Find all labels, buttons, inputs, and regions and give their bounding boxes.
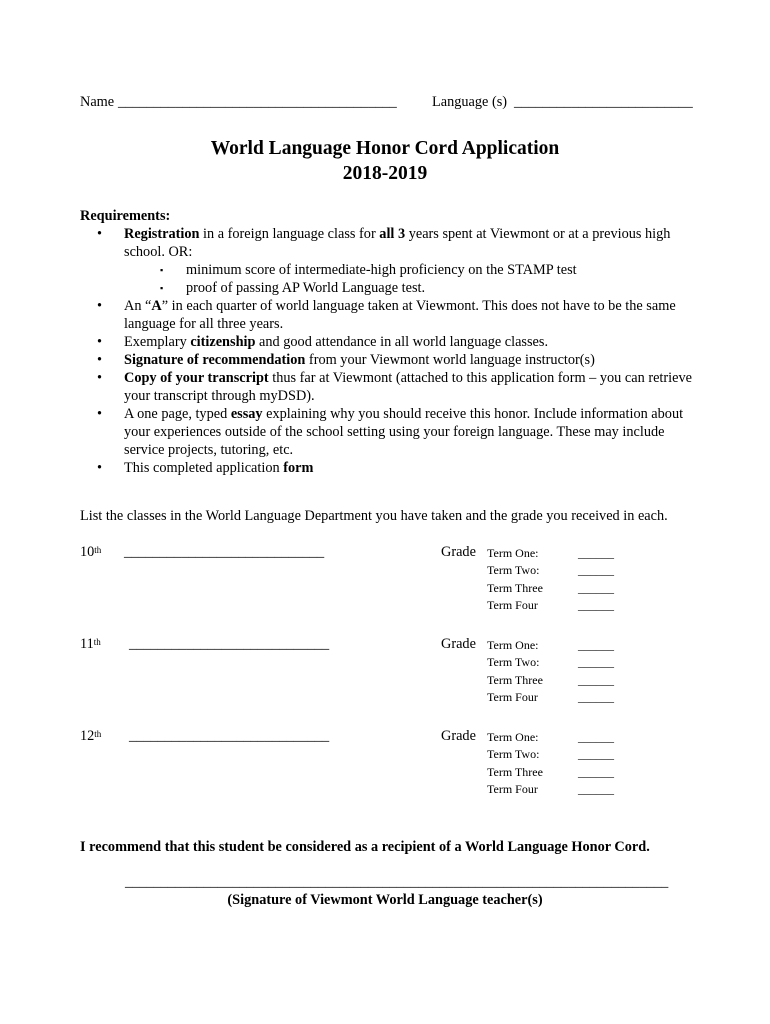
document-title: World Language Honor Cord Application	[210, 138, 560, 159]
signature-label: (Signature of Viewmont World Language teacher(s)	[227, 892, 543, 908]
term-labels	[487, 637, 543, 706]
class-field[interactable]: ____________________________	[129, 636, 330, 652]
term-label: Term One:	[487, 730, 539, 744]
signature-field[interactable]: ____________________________________________________________________________	[125, 874, 669, 890]
recommendation-statement: I recommend that this student be considered as a recipient of a World Language Honor Cord.	[80, 839, 650, 855]
grade-label: Grade	[441, 636, 476, 652]
requirement-item: • Exemplary citizenship and good attendance in all world language classes.	[97, 334, 549, 350]
document-year: 2018-2019	[342, 163, 428, 184]
term-grade-field[interactable]: ______	[578, 597, 614, 612]
grade-block-10th	[0, 543, 770, 623]
class-field[interactable]: ____________________________	[124, 544, 325, 560]
term-grade-fields	[578, 729, 614, 798]
bullet-icon: •	[97, 298, 103, 314]
term-grade-field[interactable]: ______	[578, 655, 614, 670]
bullet-icon: •	[97, 370, 103, 386]
requirement-item: • Signature of recommendation from your Viewmont world language instructor(s)	[97, 352, 595, 368]
year-label: 11th	[80, 636, 101, 652]
term-label: Term Two:	[487, 563, 540, 578]
term-grade-field[interactable]: ______	[578, 764, 614, 779]
term-label: Term One:	[487, 546, 539, 560]
term-label: Term Three	[487, 764, 543, 779]
bullet-icon: •	[97, 352, 103, 368]
square-bullet-icon: ▪	[160, 265, 164, 275]
term-grade-fields	[578, 545, 614, 614]
term-grade-field[interactable]: ______	[578, 638, 614, 652]
grade-label: Grade	[441, 728, 476, 744]
language-field[interactable]: _________________________	[514, 94, 693, 110]
requirement-item: • A one page, typed essay explaining why you should receive this honor. Include information about your experiences outside of the school setting using your foreign language. These may include service projects, tutoring, etc.	[97, 406, 684, 458]
classes-instruction: List the classes in the World Language Department you have taken and the grade you received in each.	[80, 508, 668, 524]
term-label: Term Four	[487, 781, 538, 796]
requirement-item: • This completed application form	[97, 460, 314, 476]
term-grade-field[interactable]: ______	[578, 580, 614, 595]
term-grade-fields	[578, 637, 614, 706]
term-label: Term Two:	[487, 655, 540, 670]
bullet-icon: •	[97, 460, 103, 476]
bullet-icon: •	[97, 226, 103, 242]
requirements-list	[97, 225, 697, 477]
language-label: Language (s)	[432, 94, 508, 110]
bullet-icon: •	[97, 334, 103, 350]
requirement-item: • An “A” in each quarter of world language taken at Viewmont. This does not have to be the same language for all three years.	[97, 298, 676, 332]
name-label: Name	[80, 94, 115, 110]
term-grade-field[interactable]: ______	[578, 563, 614, 578]
term-label: Term One:	[487, 638, 539, 652]
term-grade-field[interactable]: ______	[578, 689, 614, 704]
term-grade-field[interactable]: ______	[578, 730, 614, 744]
grade-block-12th	[0, 727, 770, 807]
requirements-heading: Requirements:	[80, 208, 171, 224]
term-grade-field[interactable]: ______	[578, 546, 614, 560]
requirement-subitem: ▪ minimum score of intermediate-high proficiency on the STAMP test	[160, 262, 577, 278]
term-label: Term Three	[487, 580, 543, 595]
year-label: 10th	[80, 544, 102, 560]
year-label: 12th	[80, 728, 102, 744]
term-grade-field[interactable]: ______	[578, 747, 614, 762]
grade-block-11th	[0, 635, 770, 715]
term-label: Term Two:	[487, 747, 540, 762]
grade-label: Grade	[441, 544, 476, 560]
term-labels	[487, 729, 543, 798]
term-grade-field[interactable]: ______	[578, 672, 614, 687]
bullet-icon: •	[97, 406, 103, 422]
name-field[interactable]: _______________________________________	[118, 94, 397, 110]
term-label: Term Four	[487, 597, 538, 612]
requirement-subitems	[97, 261, 697, 297]
requirement-item: • Registration in a foreign language class for all 3 years spent at Viewmont or at a previous high school. OR:	[97, 226, 671, 260]
requirement-subitem: ▪ proof of passing AP World Language test.	[160, 280, 426, 296]
term-labels	[487, 545, 543, 614]
square-bullet-icon: ▪	[160, 283, 164, 293]
requirement-item: • Copy of your transcript thus far at Viewmont (attached to this application form – you can retrieve your transcript through myDSD).	[97, 370, 692, 404]
term-label: Term Four	[487, 689, 538, 704]
term-grade-field[interactable]: ______	[578, 781, 614, 796]
term-label: Term Three	[487, 672, 543, 687]
class-field[interactable]: ____________________________	[129, 728, 330, 744]
